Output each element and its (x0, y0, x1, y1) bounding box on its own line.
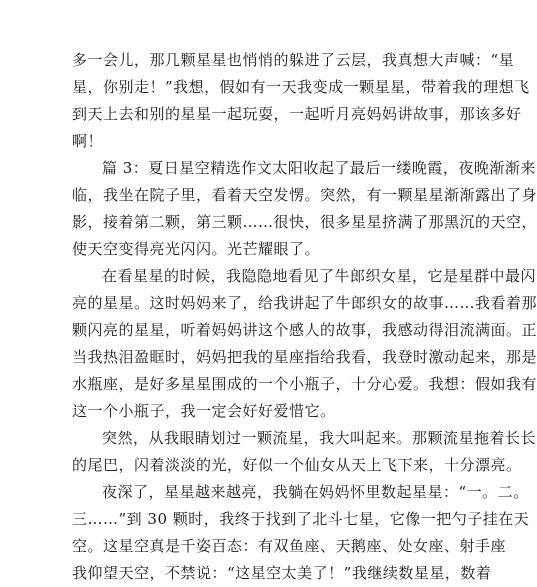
text-line: 多一会儿，那几颗星星也悄悄的躲进了云层，我真想大声喊：“星 (72, 51, 515, 69)
text-line: 这一个小瓶子，我一定会好好爱惜它。 (72, 402, 336, 420)
text-line: 篇 3：夏日星空精选作文太阳收起了最后一缕晚霞，夜晚渐渐来 (102, 159, 536, 177)
text-line: 夜深了，星星越来越亮，我躺在妈妈怀里数起星星：“一。二。 (102, 483, 529, 501)
paragraph (72, 263, 537, 425)
text-line: 当我热泪盈眶时，妈妈把我的星座指给我看，我登时激动起来，那是 (72, 348, 537, 366)
paragraph (72, 155, 537, 263)
text-line: 亮的星星。这时妈妈来了，给我讲起了牛郎织女的故事……我看着那 (72, 294, 537, 312)
text-line: 啊！ (72, 132, 104, 150)
text-line: 影，接着第二颗，第三颗……很快，很多星星挤满了那黑沉的天空， (72, 213, 537, 231)
text-line: 水瓶座，是好多星星围成的一个小瓶子，十分心爱。我想：假如我有 (72, 375, 537, 393)
text-line: 三……”到 30 颗时，我终于找到了北斗七星，它像一把勺子挂在天 (72, 510, 530, 528)
paragraph (72, 479, 530, 587)
text-line: 星，你别走！”我想，假如有一天我变成一颗星星，带着我的理想飞 (72, 78, 530, 96)
text-line: 的尾巴，闪着淡淡的光，好似一个仙女从天上飞下来，十分漂亮。 (72, 456, 522, 474)
text-line: 使天空变得亮光闪闪。光芒耀眼了。 (72, 240, 321, 258)
paragraph (72, 47, 530, 155)
text-line: 我仰望天空，不禁说：“这星空太美了！”我继续数星星，数着 (72, 564, 492, 582)
text-line: 颗闪亮的星星，听着妈妈讲这个感人的故事，我感动得泪流满面。正 (72, 321, 537, 339)
text-line: 在看星星的时候，我隐隐地看见了牛郎织女星，它是星群中最闪 (102, 267, 537, 285)
text-line: 临，我坐在院子里，看着天空发愣。突然，有一颗星星渐渐露出了身 (72, 186, 537, 204)
text-line: 突然，从我眼睛划过一颗流星，我大叫起来。那颗流星拖着长长 (102, 429, 537, 447)
text-line: 到天上去和别的星星一起玩耍，一起听月亮妈妈讲故事，那该多好 (72, 105, 522, 123)
text-line: 空。这星空真是千姿百态：有双鱼座、天鹅座、处女座、射手座 (72, 537, 507, 555)
document-body (72, 47, 537, 587)
paragraph (72, 425, 537, 479)
